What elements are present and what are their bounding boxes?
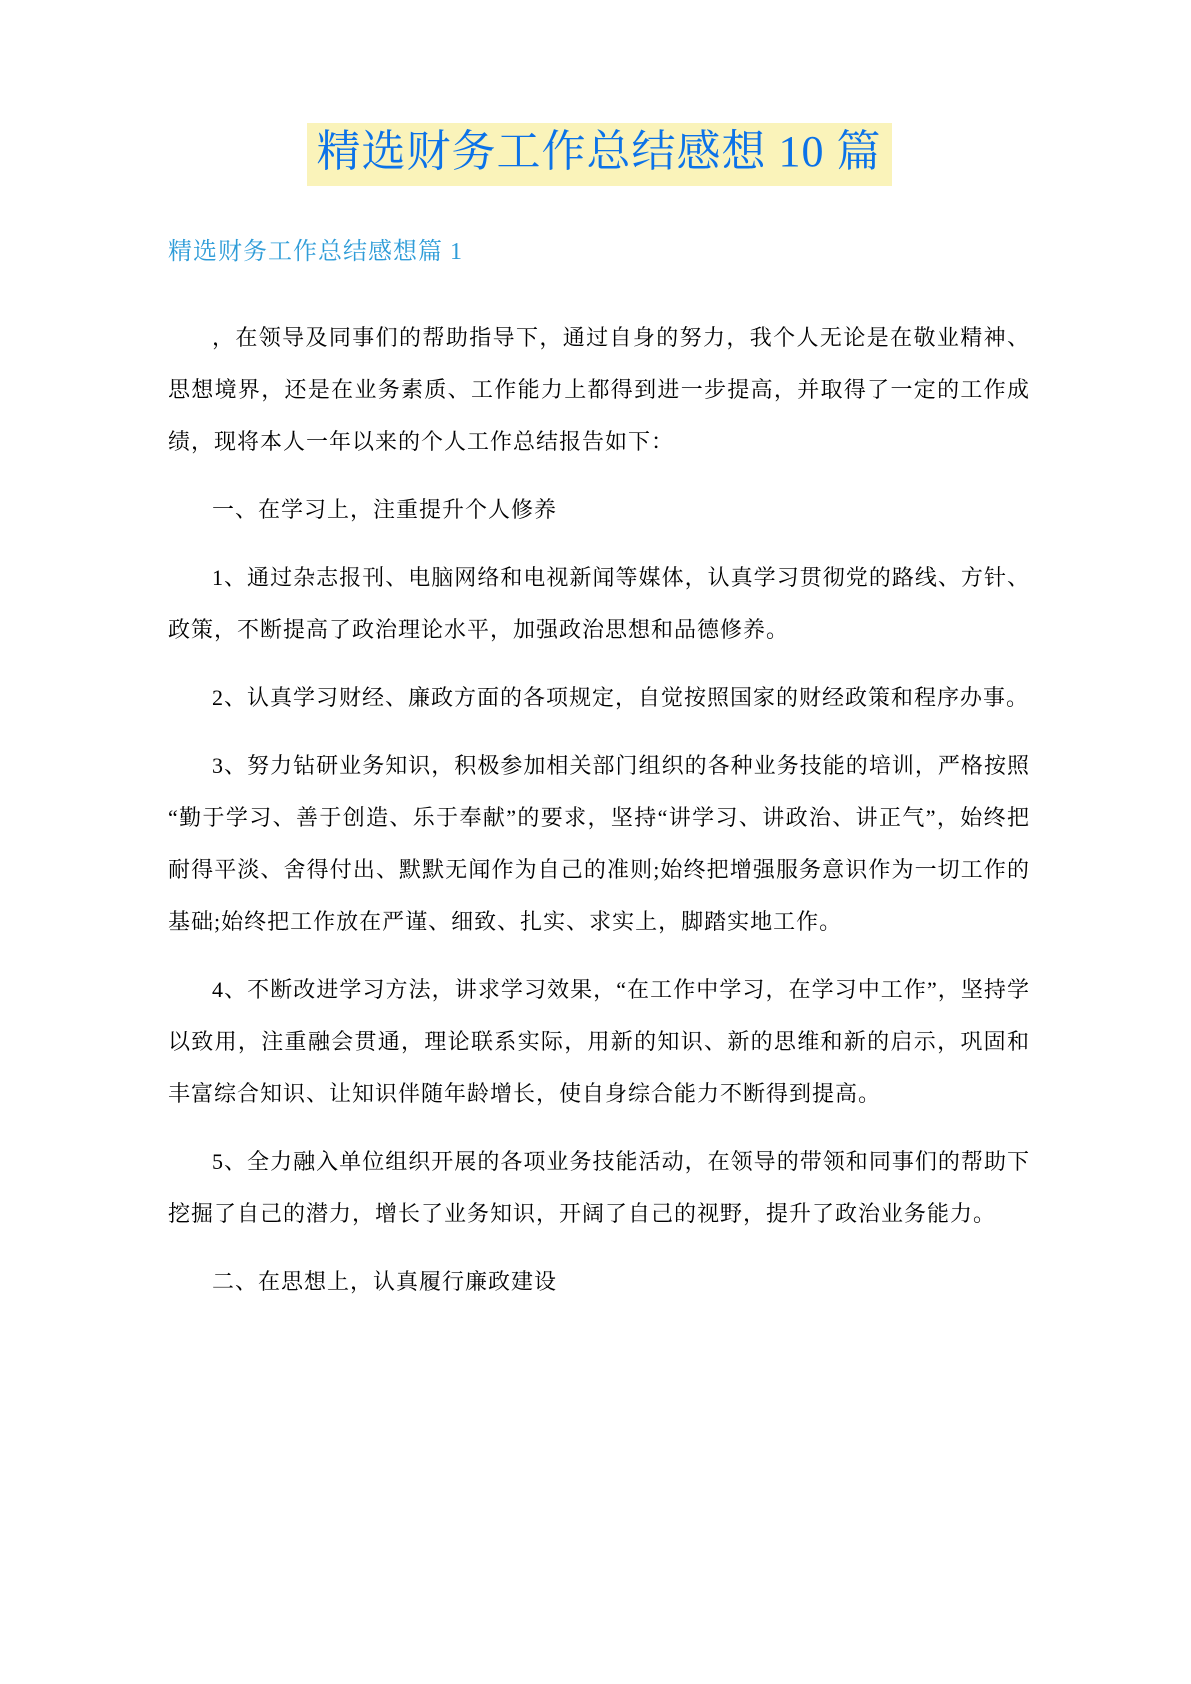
paragraph-item-3: 3、努力钻研业务知识，积极参加相关部门组织的各种业务技能的培训，严格按照“勤于学习、善于创造、乐于奉献”的要求，坚持“讲学习、讲政治、讲正气”，始终把耐得平淡、舍得付出、默默无闻作为自己的准则;始终把增强服务意识作为一切工作的基础;始终把工作放在严谨、细致、扎实、求实上，脚踏实地工作。 <box>168 753 1030 934</box>
section-heading-1: 一、在学习上，注重提升个人修养 <box>212 497 558 522</box>
paragraph-item-1: 1、通过杂志报刊、电脑网络和电视新闻等媒体，认真学习贯彻党的路线、方针、政策，不断提高了政治理论水平，加强政治思想和品德修养。 <box>168 565 1030 642</box>
section-subtitle: 精选财务工作总结感想篇 1 <box>168 239 463 265</box>
paragraph-item-5: 5、全力融入单位组织开展的各项业务技能活动，在领导的带领和同事们的帮助下挖掘了自己的潜力，增长了业务知识，开阔了自己的视野，提升了政治业务能力。 <box>168 1149 1030 1226</box>
paragraph-item-2: 2、认真学习财经、廉政方面的各项规定，自觉按照国家的财经政策和程序办事。 <box>212 685 1030 710</box>
paragraph-intro: ，在领导及同事们的帮助指导下，通过自身的努力，我个人无论是在敬业精神、思想境界，还是在业务素质、工作能力上都得到进一步提高，并取得了一定的工作成绩，现将本人一年以来的个人工作总结报告如下： <box>168 325 1030 454</box>
document-title-highlight: 精选财务工作总结感想 10 篇 <box>307 123 892 186</box>
section-heading-2: 二、在思想上，认真履行廉政建设 <box>212 1269 558 1294</box>
document-body <box>168 312 1030 1308</box>
document-title <box>168 118 1030 186</box>
paragraph-item-4: 4、不断改进学习方法，讲求学习效果，“在工作中学习，在学习中工作”，坚持学以致用，注重融会贯通，理论联系实际，用新的知识、新的思维和新的启示，巩固和丰富综合知识、让知识伴随年龄增长，使自身综合能力不断得到提高。 <box>168 977 1030 1106</box>
